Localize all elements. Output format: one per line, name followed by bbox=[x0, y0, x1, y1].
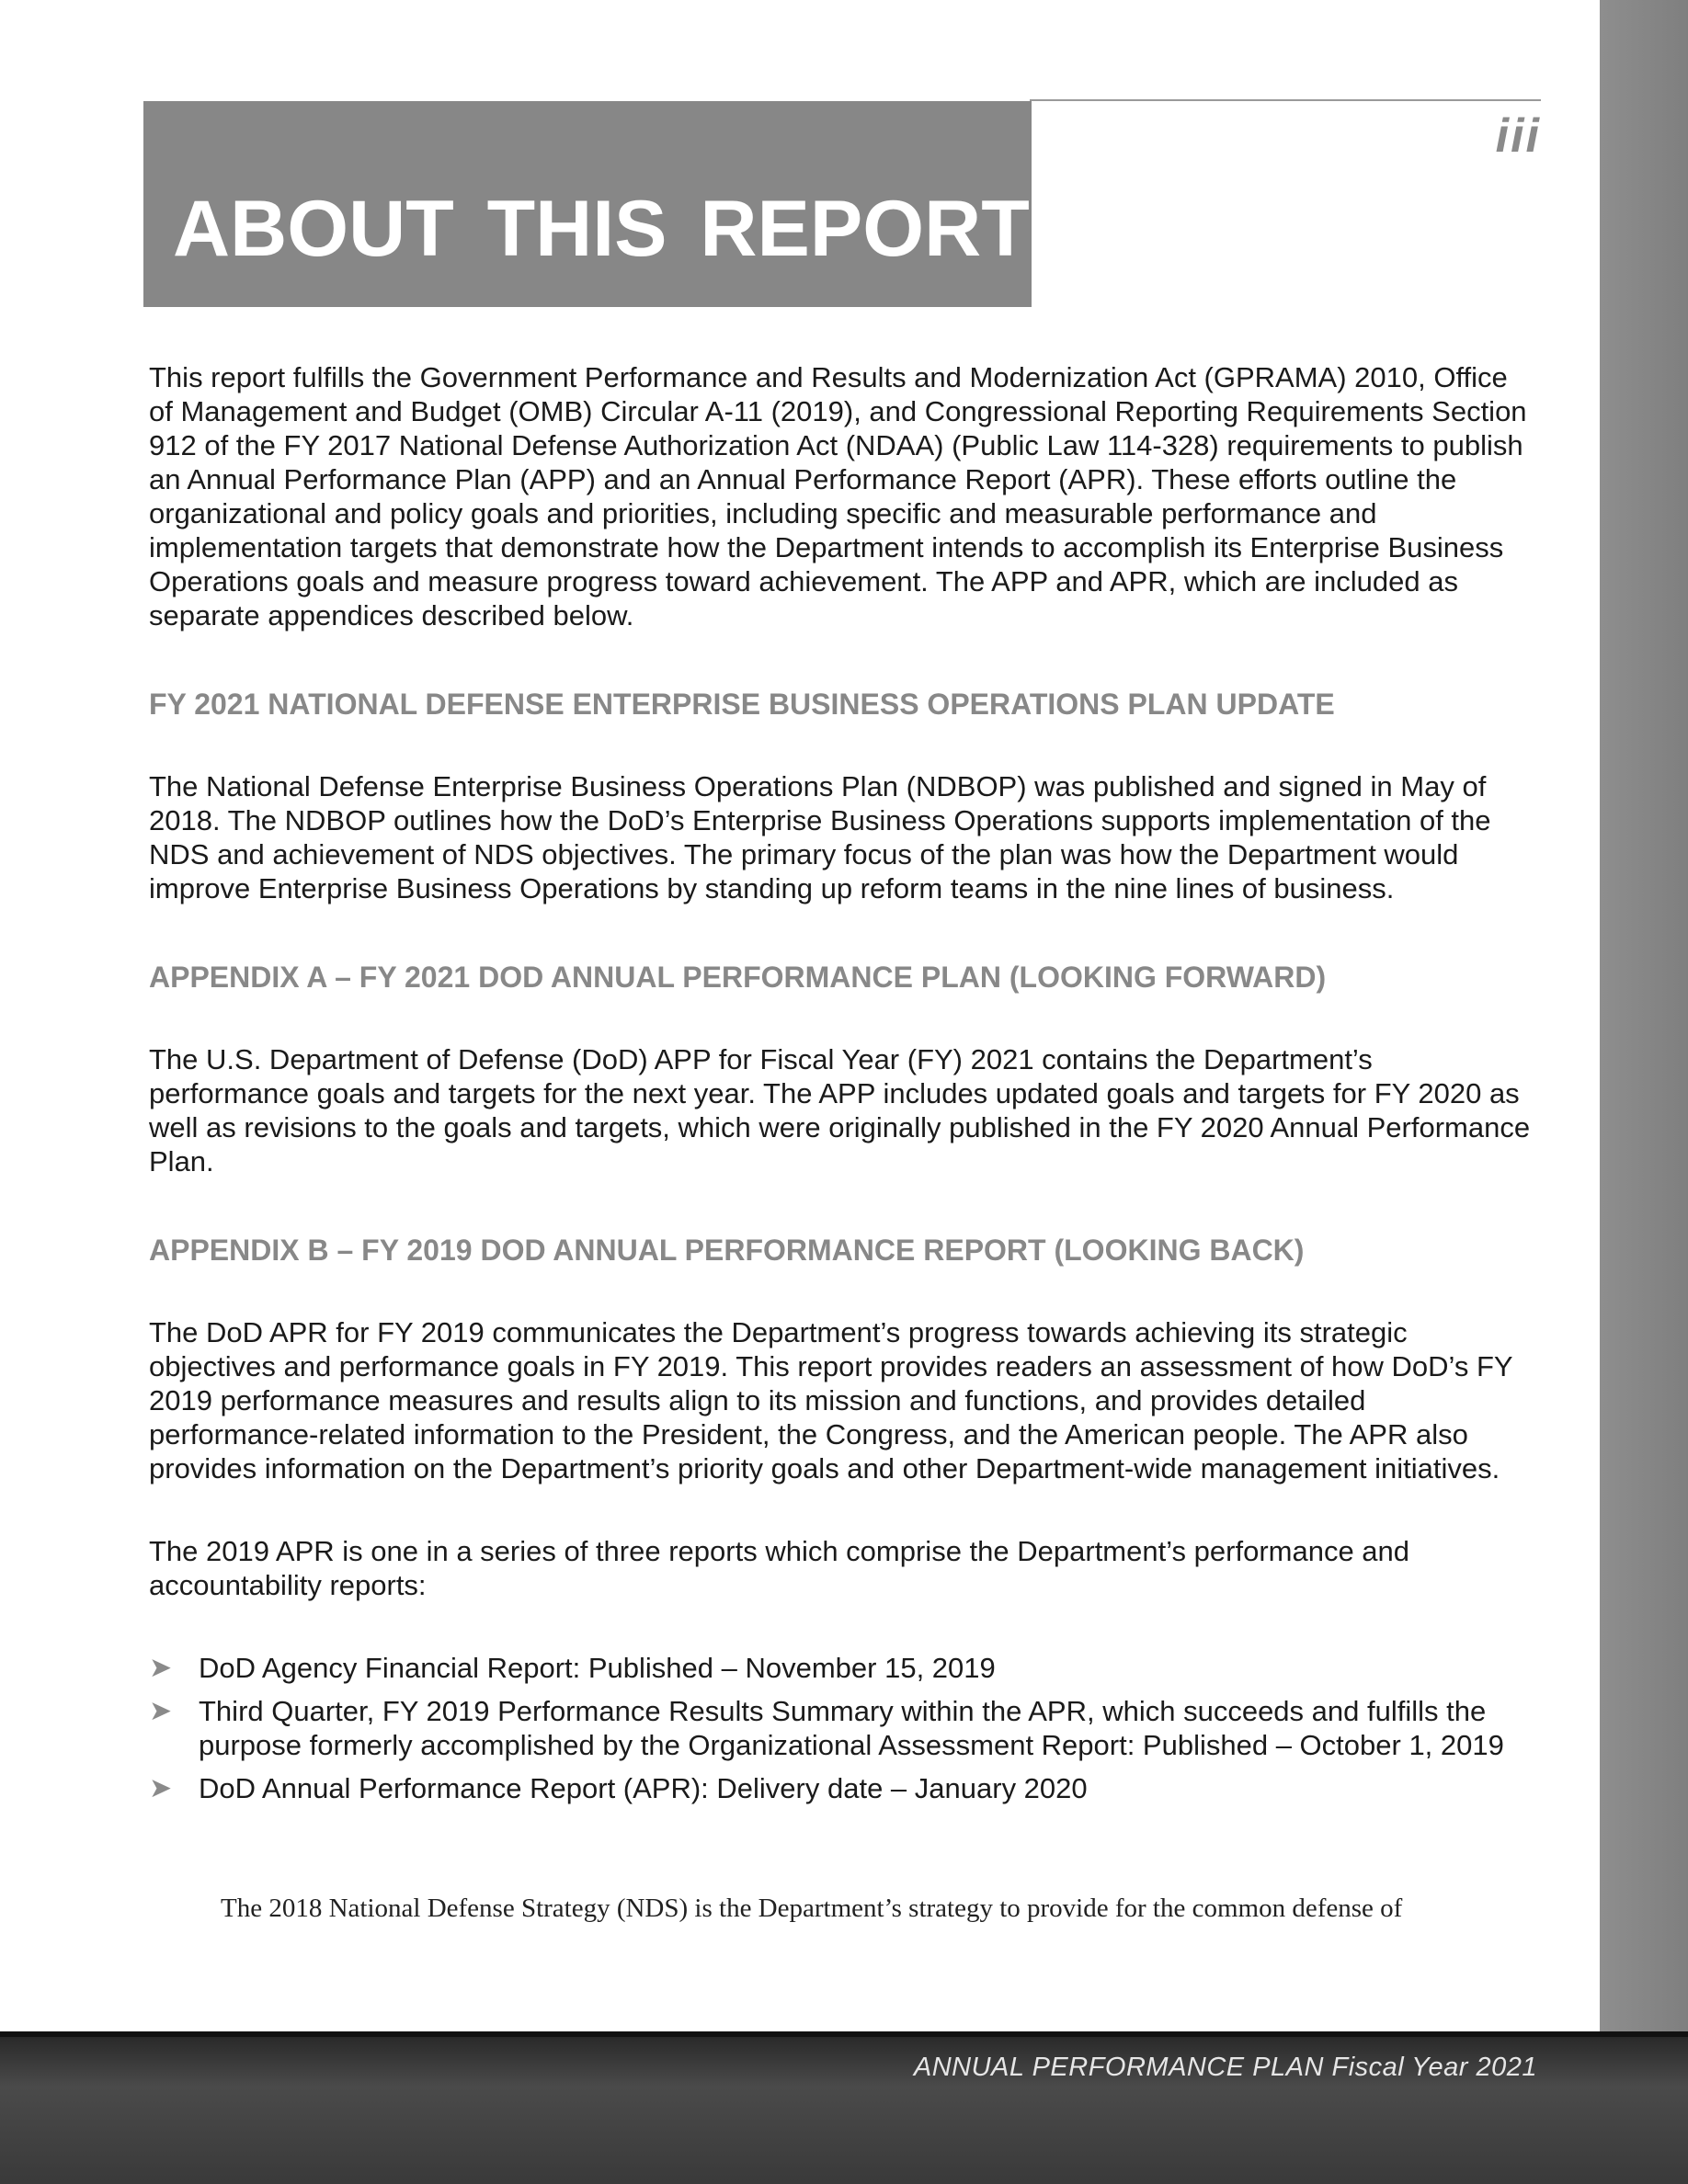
arrow-bullet-icon: ➤ bbox=[149, 1696, 173, 1726]
section-heading-ndbop: FY 2021 NATIONAL DEFENSE ENTERPRISE BUSINESS OPERATIONS PLAN UPDATE bbox=[149, 688, 1335, 721]
list-item bbox=[149, 1694, 1537, 1762]
section-heading-appendix-b: APPENDIX B – FY 2019 DOD ANNUAL PERFORMANCE REPORT (LOOKING BACK) bbox=[149, 1234, 1305, 1267]
footer-title: ANNUAL PERFORMANCE PLAN Fiscal Year 2021 bbox=[913, 2053, 1537, 2082]
list-item-text: Third Quarter, FY 2019 Performance Results Summary within the APR, which succeeds and fulfills the purpose formerly accomplished by the Organizational Assessment Report: Published – October 1, 2019 bbox=[199, 1695, 1504, 1761]
intro-paragraph: This report fulfills the Government Performance and Results and Modernization Act (GPRAMA) 2010, Office of Management and Budget (OMB) Circular A-11 (2019), and Congressional Reporting Requirements Section 912 of the FY 2017 National Defense Authorization Act (NDAA) (Public Law 114-328) requirements to publish an Annual Performance Plan (APP) and an Annual Performance Report (APR). These efforts outline the organizational and policy goals and priorities, including specific and measurable performance and implementation targets that demonstrate how the Department intends to accomplish its Enterprise Business Operations goals and measure progress toward achievement. The APP and APR, which are included as separate appendices described below. bbox=[149, 361, 1527, 631]
arrow-bullet-icon: ➤ bbox=[149, 1773, 173, 1803]
page-number: iii bbox=[1495, 109, 1541, 163]
report-list bbox=[149, 1651, 1537, 1805]
section-heading-appendix-a: APPENDIX A – FY 2021 DOD ANNUAL PERFORMANCE PLAN (LOOKING FORWARD) bbox=[149, 961, 1327, 994]
list-item-text: DoD Agency Financial Report: Published – November 15, 2019 bbox=[199, 1652, 996, 1684]
page-title: ABOUT THIS REPORT bbox=[173, 185, 1030, 273]
section-body-appendix-b-reports: The 2019 APR is one in a series of three reports which comprise the Department’s performance and accountability reports: bbox=[149, 1535, 1410, 1601]
section-body-appendix-a: The U.S. Department of Defense (DoD) APP for Fiscal Year (FY) 2021 contains the Department’s performance goals and targets for the next year. The APP includes updated goals and targets for FY 2020 as well as revisions to the goals and targets, which were originally published in the FY 2020 Annual Performance Plan. bbox=[149, 1043, 1531, 1177]
section-body-ndbop: The National Defense Enterprise Business Operations Plan (NDBOP) was published and signed in May of 2018. The NDBOP outlines how the DoD’s Enterprise Business Operations supports implementation of the NDS and achievement of NDS objectives. The primary focus of the plan was how the Department would improve Enterprise Business Operations by standing up reform teams in the nine lines of business. bbox=[149, 770, 1491, 904]
list-item bbox=[149, 1771, 1537, 1805]
page-footer bbox=[0, 2031, 1688, 2184]
section-body-appendix-b: The DoD APR for FY 2019 communicates the Department’s progress towards achieving its strategic objectives and performance goals in FY 2019. This report provides readers an assessment of how DoD’s FY 2019 performance measures and results align to its mission and functions, and provides detailed performance-related information to the President, the Congress, and the American people. The APR also provides information on the Department’s priority goals and other Department-wide management initiatives. bbox=[149, 1316, 1513, 1484]
list-item-text: DoD Annual Performance Report (APR): Delivery date – January 2020 bbox=[199, 1772, 1088, 1804]
side-gray-bar bbox=[1600, 0, 1688, 2031]
footer-rule bbox=[0, 2031, 1688, 2037]
list-item bbox=[149, 1651, 1537, 1685]
footnote-text: The 2018 National Defense Strategy (NDS) is the Department’s strategy to provide for the common defense of bbox=[221, 1894, 1403, 1923]
main-content bbox=[149, 360, 1537, 1814]
arrow-bullet-icon: ➤ bbox=[149, 1653, 173, 1683]
title-banner bbox=[143, 101, 1032, 307]
header-rule bbox=[1030, 99, 1541, 101]
